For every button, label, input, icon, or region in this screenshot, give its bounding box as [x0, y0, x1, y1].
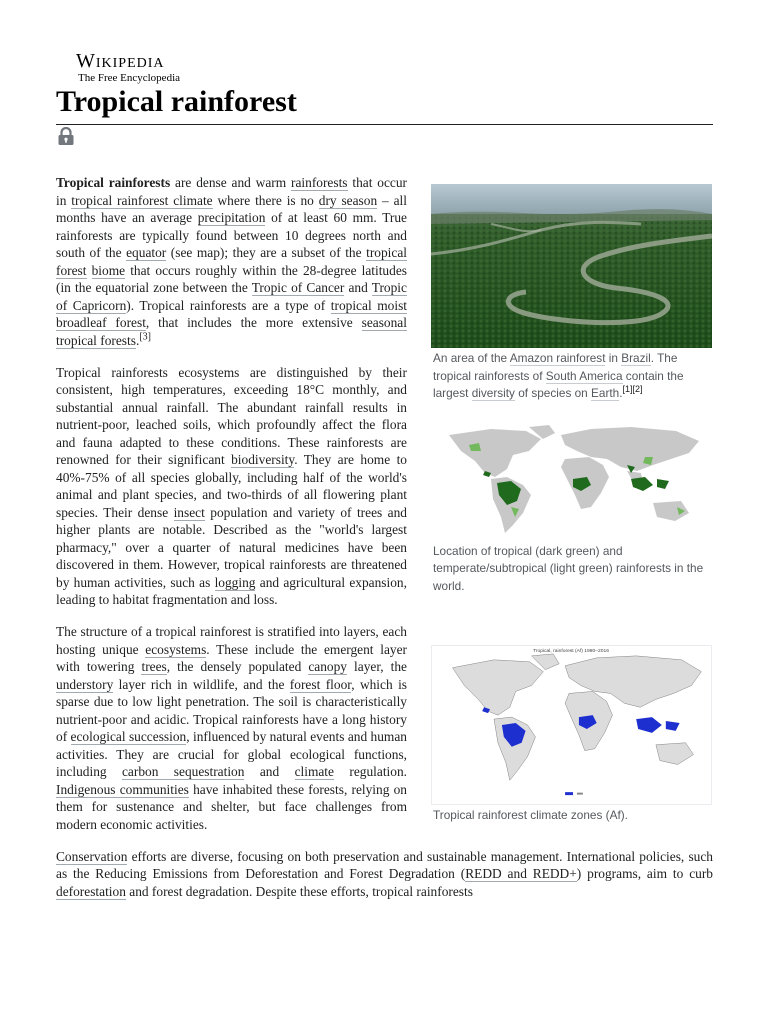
link-biome[interactable]: biome — [91, 262, 126, 278]
link-seasonal-tropical-forests[interactable]: seasonal tropical forests — [56, 315, 407, 348]
link-logging[interactable]: logging — [214, 574, 256, 590]
link-tropic-of-cancer[interactable]: Tropic of Cancer — [251, 280, 345, 295]
link-precipitation[interactable]: precipitation — [197, 210, 266, 225]
wikipedia-logo[interactable] — [76, 50, 180, 84]
text: , that includes the more extensive — [145, 315, 362, 330]
link-ecological-succession[interactable]: ecological succession — [70, 729, 187, 744]
link-dry-season[interactable]: dry season — [318, 192, 378, 208]
text: and — [244, 764, 295, 779]
link-deforestation[interactable]: deforestation — [56, 883, 126, 899]
text: , which is sparse due to low light penetration. The soil is characteristically nutrient-poor and acidic. Tropical rainforests have a long history of — [56, 676, 407, 744]
text: and forest degradation. Despite these efforts, tropical rainforests — [125, 883, 473, 899]
link-redd[interactable]: REDD and REDD+ — [465, 866, 577, 881]
caption-text: in — [605, 351, 622, 365]
link-ecosystems[interactable]: ecosystems — [145, 641, 207, 657]
link-equator[interactable]: equator — [126, 245, 167, 260]
text: . They are home to 40%-75% of all species globally, including half of the world's animal and plant species, and two-thirds of all flowering plant species. Their dense — [56, 452, 407, 520]
text: regulation. — [333, 764, 408, 779]
map-title: Tropical, rainforest (Af) 1980–2016 — [533, 648, 609, 654]
text — [87, 263, 92, 278]
figure-caption-amazon — [431, 348, 713, 403]
link-biodiversity[interactable]: biodiversity — [231, 452, 295, 467]
title-divider — [56, 124, 713, 125]
text: layer rich in wildlife, and the — [113, 676, 290, 692]
text: . — [135, 332, 140, 348]
climate-zones-map[interactable] — [431, 645, 712, 805]
lock-icon[interactable] — [57, 127, 75, 146]
reference-link[interactable]: [1][2] — [622, 384, 643, 395]
link-amazon-rainforest[interactable]: Amazon rainforest — [509, 351, 606, 365]
link-canopy[interactable]: canopy — [308, 659, 347, 674]
text: of at least 60 mm. True rainforests are typically found between 10 degrees north and south of the — [56, 210, 407, 260]
caption-text: contain the largest — [433, 368, 684, 400]
figure-climate-map — [431, 645, 713, 825]
text: , the densely populated — [166, 659, 309, 674]
caption-text: . — [619, 386, 623, 400]
text: The structure of a tropical rainforest is stratified into layers, each hosting unique — [56, 624, 407, 657]
logo-tagline: The Free Encyclopedia — [78, 72, 181, 84]
text: Tropical rainforests ecosystems are distinguished by their consistent, high temperatures, exceeding 18°C monthly, and substantial annual rainfall. The abundant rainfall results in nutrient-poor, leached soils, which profoundly affect the flora and fauna adapted to these conditions. These rainforests are renowned for their significant — [56, 364, 407, 467]
text: that occur in — [56, 175, 408, 208]
text: efforts are diverse, focusing on both preservation and sustainable management. International policies, such as the Reducing Emissions from Deforestation and Forest Degradation ( — [56, 848, 713, 881]
link-diversity[interactable]: diversity — [471, 386, 515, 400]
caption-text: An area of the — [433, 351, 510, 365]
link-south-america[interactable]: South America — [545, 368, 623, 383]
text: layer, the — [347, 659, 407, 674]
link-climate[interactable]: climate — [294, 764, 334, 779]
link-understory[interactable]: understory — [56, 676, 114, 692]
logo-wordmark: Wikipedia — [76, 50, 165, 72]
figure-caption-distribution: Location of tropical (dark green) and temperate/subtropical (light green) rainforests in the world. — [433, 543, 704, 593]
bold-term: Tropical rainforests — [56, 175, 171, 190]
paragraph-conservation — [56, 848, 713, 901]
link-brazil[interactable]: Brazil — [621, 351, 651, 365]
link-conservation[interactable]: Conservation — [56, 848, 128, 864]
figure-distribution-map — [431, 421, 713, 596]
link-tropic-of-capricorn[interactable]: Tropic of Capricorn — [56, 280, 407, 313]
text: . These include the emergent layer with towering — [56, 641, 407, 674]
text: – all months have an average — [56, 192, 407, 225]
text: population and variety of trees and higher plants are notable. Described as the "world's largest pharmacy," over a quarter of natural medicines have been discovered in them. However, tropical rainforests are threatened by human activities, such as — [56, 504, 407, 590]
link-rainforests[interactable]: rainforests — [291, 175, 348, 190]
caption-text: . The tropical rainforests of — [433, 351, 678, 383]
link-earth[interactable]: Earth — [591, 386, 620, 400]
article-body — [56, 174, 713, 915]
link-tropical-rainforest-climate[interactable]: tropical rainforest climate — [71, 192, 213, 208]
page-title: Tropical rainforest — [56, 85, 297, 118]
amazon-rainforest-photo[interactable] — [431, 184, 712, 348]
text: that occurs roughly within the 28-degree latitudes (in the equatorial zone between the — [56, 262, 407, 295]
text: where there is no — [212, 192, 319, 208]
link-trees[interactable]: trees — [141, 659, 167, 674]
legend-swatch — [565, 792, 573, 795]
link-insect[interactable]: insect — [173, 504, 205, 520]
text: , influenced by natural events and human activities. They are crucial for global ecological functions, including — [56, 729, 407, 779]
figure-caption-climate: Tropical rainforest climate zones (Af). — [433, 808, 628, 822]
link-tropical-forest[interactable]: tropical forest — [56, 245, 407, 278]
text: are dense and warm — [170, 175, 291, 190]
legend-label — [577, 793, 583, 795]
rainforest-distribution-map[interactable] — [431, 421, 712, 541]
text: have inhabited these forests, relying on them for sustenance and shelter, but face challenges from modern economic activities. — [56, 781, 407, 832]
text: and agricultural expansion, leading to habitat fragmentation and loss. — [56, 574, 407, 607]
text: and — [344, 280, 372, 295]
link-tropical-moist-broadleaf-forest[interactable]: tropical moist broadleaf forest — [56, 297, 407, 330]
reference-link[interactable]: [3] — [139, 331, 151, 343]
figure-amazon — [431, 184, 713, 403]
text: ) programs, aim to curb — [576, 866, 713, 881]
text: (see map); they are a subset of the — [166, 245, 367, 260]
link-indigenous-communities[interactable]: Indigenous communities — [56, 781, 189, 797]
text: ). Tropical rainforests are a type of — [126, 297, 331, 313]
link-forest-floor[interactable]: forest floor — [289, 676, 352, 692]
link-carbon-sequestration[interactable]: carbon sequestration — [121, 764, 245, 779]
caption-text: of species on — [514, 386, 592, 400]
